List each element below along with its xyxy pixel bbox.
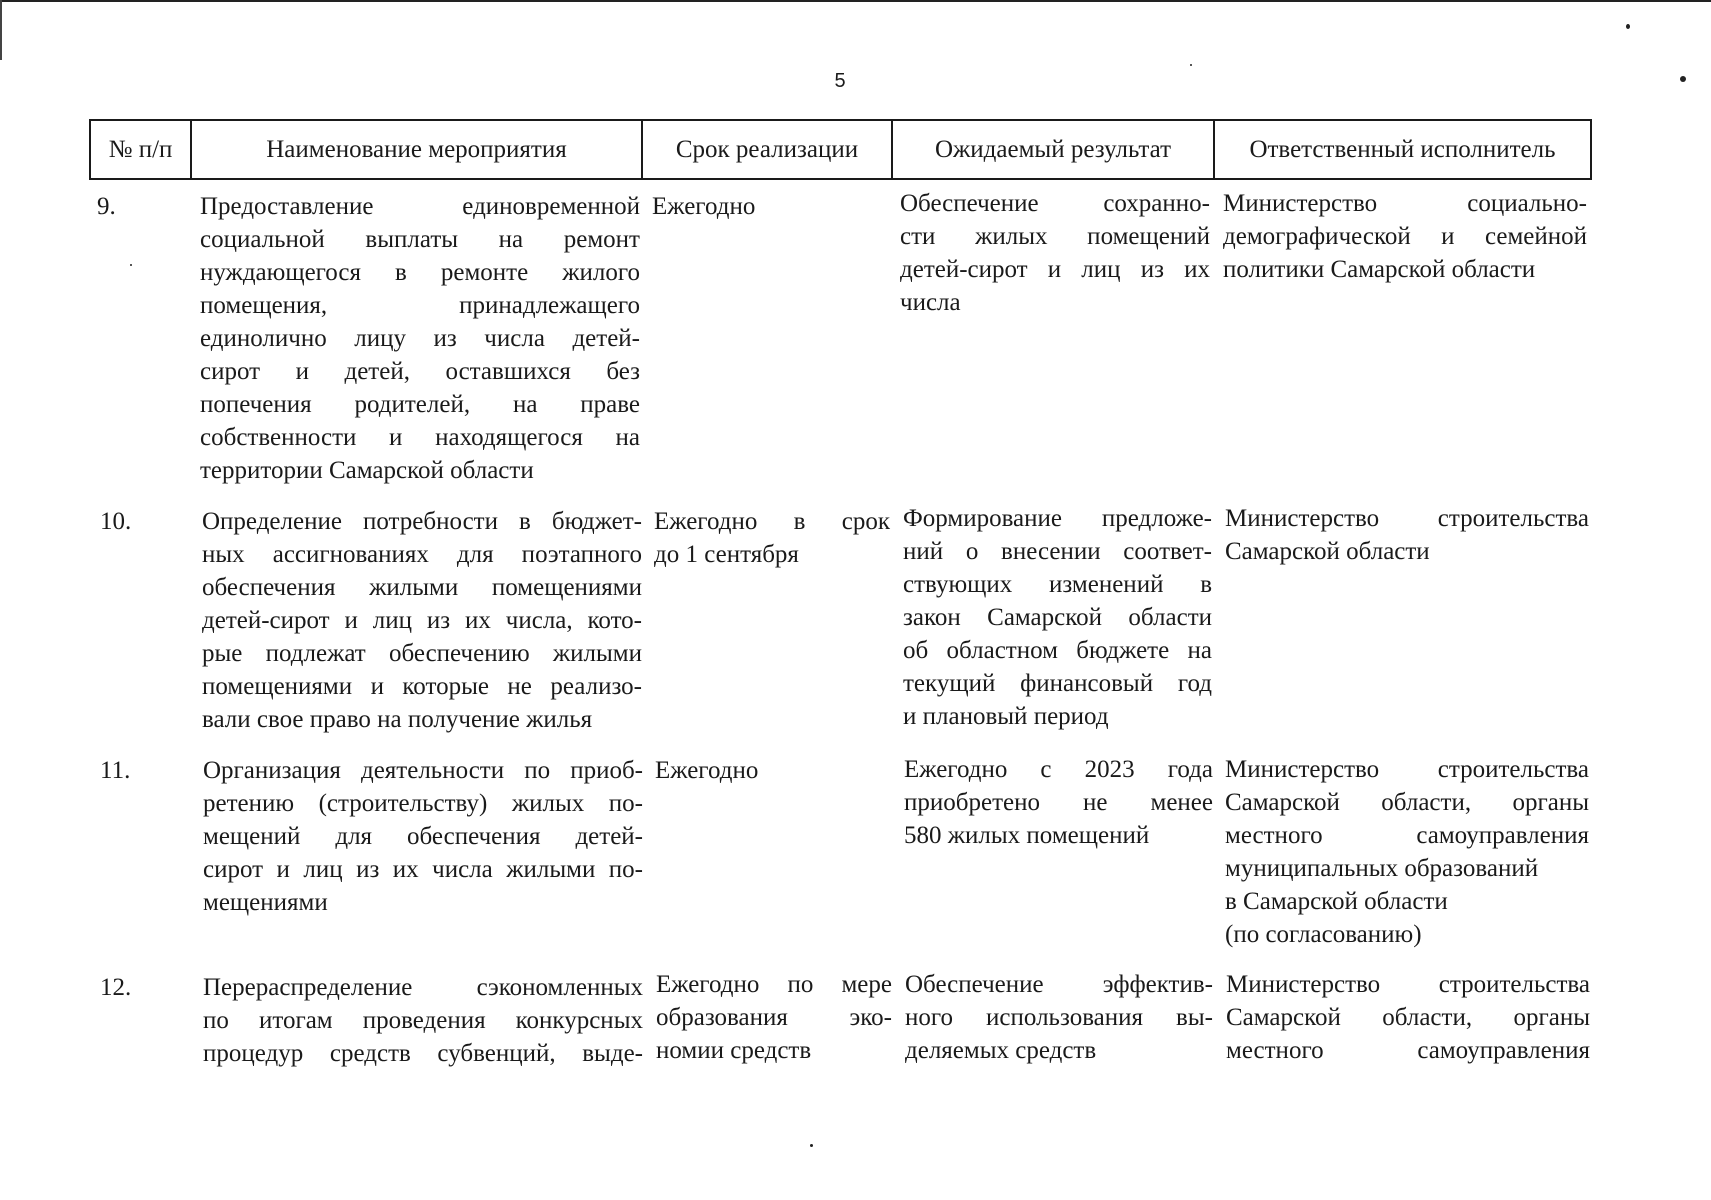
scan-speck <box>1680 76 1686 82</box>
column-header-responsible: Ответственный исполнитель <box>1215 121 1592 178</box>
text-line: образования эко- <box>656 1004 892 1031</box>
table-header <box>89 119 1592 180</box>
text-line: по итогам проведения конкурсных <box>203 1007 643 1034</box>
text-line: Ежегодно <box>652 193 756 220</box>
responsible-executor <box>1223 187 1587 286</box>
column-header-number: № п/п <box>91 121 192 178</box>
text-line: социальной выплаты на ремонт <box>200 226 640 253</box>
expected-result <box>903 502 1212 733</box>
responsible-executor <box>1225 753 1589 951</box>
activity-name <box>202 505 642 736</box>
text-line: попечения родителей, на праве <box>200 391 640 418</box>
text-line: Обеспечение сохранно- <box>900 190 1210 217</box>
page-number: 5 <box>834 70 846 92</box>
text-line: собственности и находящегося на <box>200 424 640 451</box>
text-line: Самарской области, органы <box>1225 789 1589 816</box>
text-line: в Самарской области <box>1225 888 1448 915</box>
text-line: Организация деятельности по приоб- <box>203 757 643 784</box>
implementation-term <box>654 505 890 571</box>
text-line: сирот и лиц из их числа жилыми по- <box>203 856 643 883</box>
scan-speck <box>1190 64 1192 66</box>
text-line: числа <box>900 289 961 316</box>
text-line: нуждающегося в ремонте жилого <box>200 259 640 286</box>
text-line: об областном бюджете на <box>903 637 1212 664</box>
text-line: территории Самарской области <box>200 457 534 484</box>
text-line: деляемых средств <box>905 1037 1097 1064</box>
text-line: процедур средств субвенций, выде- <box>203 1040 643 1067</box>
text-line: ний о внесении соответ- <box>903 538 1212 565</box>
text-line: Определение потребности в бюджет- <box>202 508 642 535</box>
text-line: (по согласованию) <box>1225 921 1422 948</box>
scan-speck <box>1626 24 1630 29</box>
text-line: Министерство социально- <box>1223 190 1587 217</box>
implementation-term <box>656 968 892 1067</box>
expected-result <box>905 968 1213 1067</box>
text-line: Министерство строительства <box>1226 971 1590 998</box>
text-line: Перераспределение сэкономленных <box>203 974 643 1001</box>
text-line: Министерство строительства <box>1225 505 1589 532</box>
text-line: Ежегодно в срок <box>654 508 890 535</box>
text-line: Обеспечение эффектив- <box>905 971 1213 998</box>
text-line: политики Самарской области <box>1223 256 1536 283</box>
expected-result <box>904 753 1213 852</box>
text-line: помещениями и которые не реализо- <box>202 673 642 700</box>
text-line: номии средств <box>656 1037 812 1064</box>
text-line: Самарской области <box>1225 538 1430 565</box>
column-header-name: Наименование мероприятия <box>192 121 643 178</box>
text-line: вали свое право на получение жилья <box>202 706 593 733</box>
text-line: детей-сирот и лиц из их <box>900 256 1210 283</box>
implementation-term <box>655 754 895 787</box>
text-line: и плановый период <box>903 703 1109 730</box>
text-line: помещения, принадлежащего <box>200 292 640 319</box>
text-line: Министерство строительства <box>1225 756 1589 783</box>
text-line: до 1 сентября <box>654 541 799 568</box>
text-line: мещениями <box>203 889 328 916</box>
text-line: Ежегодно с 2023 года <box>904 756 1213 783</box>
column-header-term: Срок реализации <box>643 121 893 178</box>
text-line: текущий финансовый год <box>903 670 1212 697</box>
text-line: рые подлежат обеспечению жилыми <box>202 640 642 667</box>
text-line: муниципальных образований <box>1225 855 1539 882</box>
text-line: единолично лицу из числа детей- <box>200 325 640 352</box>
text-line: Самарской области, органы <box>1226 1004 1590 1031</box>
activity-name <box>200 190 640 487</box>
text-line: мещений для обеспечения детей- <box>203 823 643 850</box>
text-line: 580 жилых помещений <box>904 822 1150 849</box>
text-line: закон Самарской области <box>903 604 1212 631</box>
text-line: Ежегодно по мере <box>656 971 892 998</box>
expected-result <box>900 187 1210 319</box>
row-number: 10. <box>100 508 132 535</box>
text-line: ретению (строительству) жилых по- <box>203 790 643 817</box>
text-line: сирот и детей, оставшихся без <box>200 358 640 385</box>
text-line: ных ассигнованиях для поэтапного <box>202 541 642 568</box>
text-line: обеспечения жилыми помещениями <box>202 574 642 601</box>
text-line: ного использования вы- <box>905 1004 1213 1031</box>
row-number: 11. <box>100 757 131 784</box>
text-line: ствующих изменений в <box>903 571 1212 598</box>
text-line: приобретено не менее <box>904 789 1213 816</box>
text-line: местного самоуправления <box>1225 822 1589 849</box>
responsible-executor <box>1225 502 1589 568</box>
implementation-term <box>652 190 892 223</box>
activity-name <box>203 971 643 1070</box>
text-line: Формирование предложе- <box>903 505 1212 532</box>
text-line: демографической и семейной <box>1223 223 1587 250</box>
text-line: Предоставление единовременной <box>200 193 640 220</box>
scan-top-edge <box>0 0 1711 2</box>
scan-speck <box>810 1144 813 1147</box>
column-header-result: Ожидаемый результат <box>893 121 1215 178</box>
scan-left-edge <box>0 0 2 60</box>
scan-speck <box>130 264 132 266</box>
text-line: детей-сирот и лиц из их числа, кото- <box>202 607 642 634</box>
activity-name <box>203 754 643 919</box>
responsible-executor <box>1226 968 1590 1067</box>
row-number: 12. <box>100 974 132 1001</box>
text-line: Ежегодно <box>655 757 759 784</box>
text-line: местного самоуправления <box>1226 1037 1590 1064</box>
text-line: сти жилых помещений <box>900 223 1210 250</box>
row-number: 9. <box>97 193 116 220</box>
